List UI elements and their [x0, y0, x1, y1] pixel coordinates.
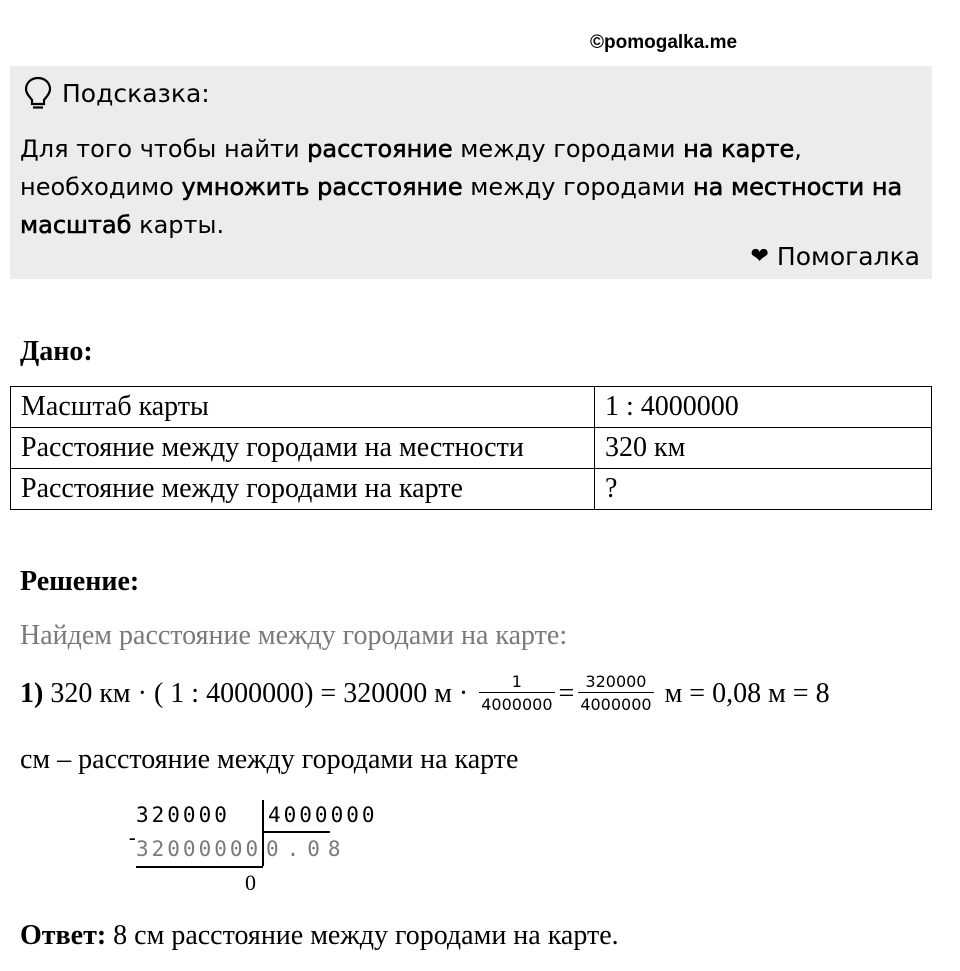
hint-signature: ❤ Помогалка	[750, 242, 920, 271]
division-minus: -	[126, 826, 142, 850]
division-vertical-line	[262, 800, 264, 866]
division-divisor-line	[262, 831, 330, 833]
table-row	[11, 428, 932, 469]
given-heading: Дано:	[20, 336, 93, 367]
hint-box	[10, 66, 932, 279]
step-result: м = 0,08 м = 8	[657, 677, 830, 709]
division-result-line	[136, 866, 263, 868]
fraction-2: $\frac{320000}{4000000}$	[580, 672, 652, 714]
table-cell-label: Расстояние между городами на местности	[11, 428, 595, 469]
division-subtrahend: 32000000	[136, 837, 262, 861]
solution-intro: Найдем расстояние между городами на карте:	[20, 620, 568, 651]
step-text: 320 км · ( 1 : 4000000) = 320000 м ·	[43, 677, 476, 709]
given-table	[10, 386, 932, 510]
answer-line	[20, 920, 619, 952]
hint-header	[24, 76, 210, 110]
table-cell-value: 1 : 4000000	[595, 387, 932, 428]
watermark: ©pomogalka.me	[590, 32, 738, 53]
table-cell-value: 320 км	[595, 428, 932, 469]
table-cell-value: ?	[595, 469, 932, 510]
hint-text: Для того чтобы найти расстояние между городами на карте, необходимо умножить расстояние между городами на местности на масштаб карты.	[20, 135, 903, 239]
solution-step-1	[20, 672, 830, 715]
lightbulb-icon	[24, 76, 52, 110]
equals-sign: =	[558, 677, 575, 709]
division-dividend: 320000	[136, 803, 230, 827]
heart-icon: ❤	[750, 244, 769, 269]
table-row	[11, 387, 932, 428]
table-cell-label: Расстояние между городами на карте	[11, 469, 595, 510]
solution-step-1-cont: см – расстояние между городами на карте	[20, 744, 519, 775]
fraction-1: $\frac{1}{4000000}$	[481, 672, 553, 714]
answer-label: Ответ:	[20, 920, 107, 951]
table-cell-label: Масштаб карты	[11, 387, 595, 428]
table-row	[11, 469, 932, 510]
division-quotient: 0.08	[266, 837, 349, 861]
solution-heading: Решение:	[20, 566, 140, 597]
step-number: 1)	[20, 677, 44, 709]
hint-title: Подсказка:	[62, 78, 210, 108]
division-divisor: 4000000	[268, 803, 378, 827]
answer-text: 8 см расстояние между городами на карте.	[106, 920, 619, 951]
division-remainder: 0	[245, 870, 256, 895]
